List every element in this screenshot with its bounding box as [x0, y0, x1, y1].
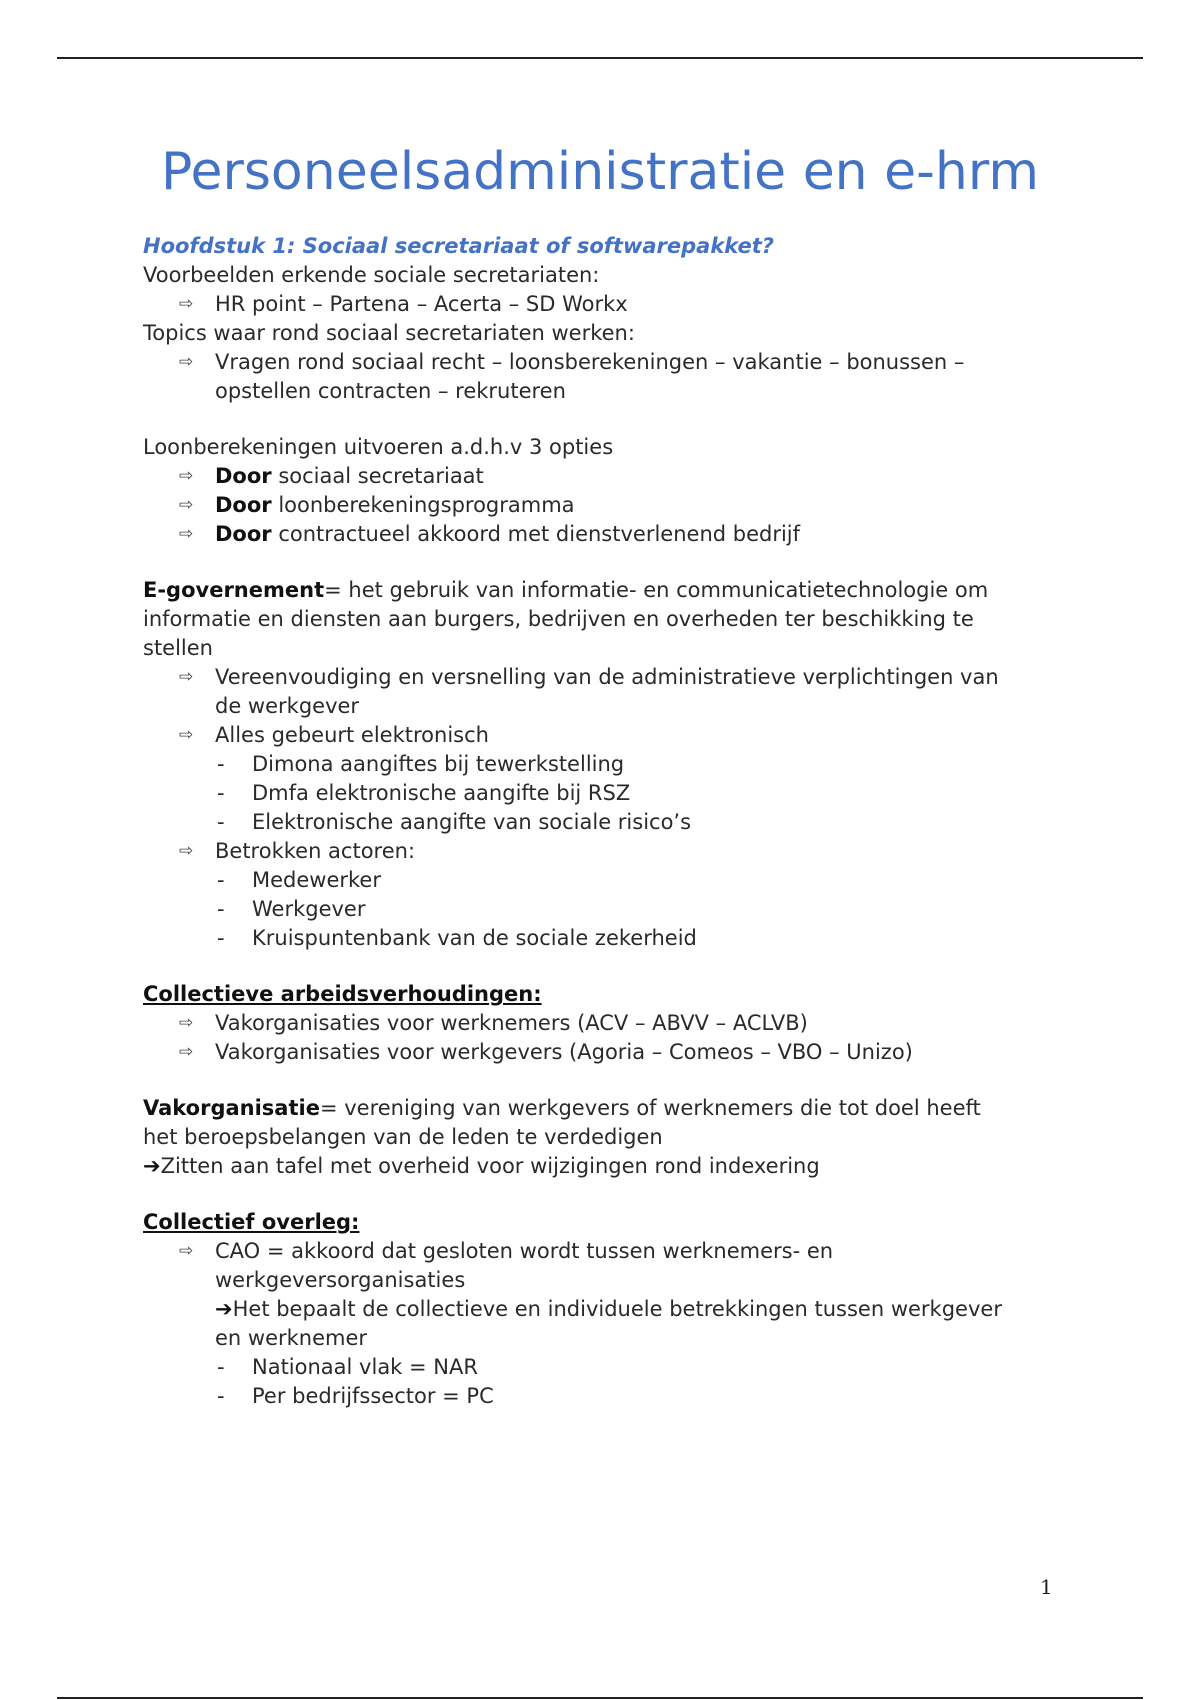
- sub-list-item: - Medewerker: [143, 866, 1063, 895]
- vakorg-definition-2: het beroepsbelangen van de leden te verdedigen: [143, 1125, 663, 1149]
- egov-term: E-governement: [143, 578, 325, 602]
- vakorg-arrow-text: Zitten aan tafel met overheid voor wijzigingen rond indexering: [160, 1154, 820, 1178]
- topics-line-1: Vragen rond sociaal recht – loonsberekeningen – vakantie – bonussen –: [215, 350, 965, 374]
- document-body: [143, 232, 1063, 1411]
- footer-rule: [57, 1697, 1143, 1699]
- dash-bullet: -: [217, 1355, 225, 1379]
- list-item: [143, 491, 1063, 520]
- overleg-heading: Collectief overleg:: [143, 1210, 360, 1234]
- arrow-bullet-icon: ⇨: [179, 1013, 194, 1033]
- list-item: [143, 721, 1063, 750]
- arrow-bullet-icon: ⇨: [179, 1042, 194, 1062]
- sub-list-item: - Werkgever: [143, 895, 1063, 924]
- egov-item-1-line-1: Vereenvoudiging en versnelling van de administratieve verplichtingen van: [215, 665, 999, 689]
- arrow-bullet-icon: ⇨: [179, 294, 194, 314]
- option-text: sociaal secretariaat: [271, 464, 484, 488]
- chapter-heading: Hoofdstuk 1: Sociaal secretariaat of softwarepakket?: [143, 234, 774, 258]
- sub-list-item: - Dimona aangiftes bij tewerkstelling: [143, 750, 1063, 779]
- dash-bullet: -: [217, 897, 225, 921]
- list-item: [143, 663, 1063, 721]
- list-item: [143, 290, 1063, 319]
- right-arrow-icon: ➔: [215, 1297, 233, 1321]
- cao-arrow-line-1: Het bepaalt de collectieve en individuele betrekkingen tussen werkgever: [232, 1297, 1002, 1321]
- egov-definition: = het gebruik van informatie- en communicatietechnologie om: [324, 578, 989, 602]
- list-item: [143, 462, 1063, 491]
- option-text: contractueel akkoord met dienstverlenend bedrijf: [271, 522, 801, 546]
- cao-arrow-line-2: en werknemer: [215, 1326, 368, 1350]
- list-item: [143, 837, 1063, 866]
- egov-item-2: Alles gebeurt elektronisch: [215, 723, 489, 747]
- option-label: Door: [215, 493, 272, 517]
- list-item: [143, 348, 1063, 406]
- dash-bullet: -: [217, 752, 225, 776]
- arrow-bullet-icon: ⇨: [179, 725, 194, 745]
- arrow-bullet-icon: ⇨: [179, 667, 194, 687]
- secretariaten-intro: Voorbeelden erkende sociale secretariaten:: [143, 263, 600, 287]
- arrow-bullet-icon: ⇨: [179, 495, 194, 515]
- sub-list-item: - Kruispuntenbank van de sociale zekerheid: [143, 924, 1063, 953]
- arrow-bullet-icon: ⇨: [179, 466, 194, 486]
- egov-definition-3: stellen: [143, 636, 213, 660]
- arrow-bullet-icon: ⇨: [179, 352, 194, 372]
- header-rule: [57, 57, 1143, 59]
- sub-list-item: - Dmfa elektronische aangifte bij RSZ: [143, 779, 1063, 808]
- sub-list-item: - Elektronische aangifte van sociale risico’s: [143, 808, 1063, 837]
- page-number: 1: [1040, 1575, 1053, 1599]
- option-label: Door: [215, 522, 272, 546]
- egov-definition-2: informatie en diensten aan burgers, bedrijven en overheden ter beschikking te: [143, 607, 974, 631]
- egov-item-1-line-2: de werkgever: [215, 694, 360, 718]
- arrow-bullet-icon: ⇨: [179, 841, 194, 861]
- collectief-heading: Collectieve arbeidsverhoudingen:: [143, 982, 542, 1006]
- arrow-bullet-icon: ⇨: [179, 524, 194, 544]
- page-title: Personeelsadministratie en e-hrm: [160, 142, 1040, 202]
- list-item: ⇨ Vakorganisaties voor werkgevers (Agoria – Comeos – VBO – Unizo): [143, 1038, 1063, 1067]
- option-text: loonberekeningsprogramma: [271, 493, 575, 517]
- cao-line-2: werkgeversorganisaties: [215, 1268, 466, 1292]
- loon-intro: Loonberekeningen uitvoeren a.d.h.v 3 opties: [143, 435, 614, 459]
- list-item: ⇨ Vakorganisaties voor werknemers (ACV – ABVV – ACLVB): [143, 1009, 1063, 1038]
- egov-item-3: Betrokken actoren:: [215, 839, 416, 863]
- dash-bullet: -: [217, 781, 225, 805]
- dash-bullet: -: [217, 868, 225, 892]
- vakorg-term: Vakorganisatie: [143, 1096, 320, 1120]
- right-arrow-icon: ➔: [143, 1154, 161, 1178]
- dash-bullet: -: [217, 926, 225, 950]
- dash-bullet: -: [217, 1384, 225, 1408]
- list-item: [143, 520, 1063, 549]
- cao-line-1: CAO = akkoord dat gesloten wordt tussen werknemers- en: [215, 1239, 834, 1263]
- vakorg-definition: = vereniging van werkgevers of werknemers die tot doel heeft: [319, 1096, 981, 1120]
- dash-bullet: -: [217, 810, 225, 834]
- sub-list-item: - Nationaal vlak = NAR: [143, 1353, 1063, 1382]
- list-item: [143, 1237, 1063, 1353]
- topics-intro: Topics waar rond sociaal secretariaten werken:: [143, 321, 635, 345]
- option-label: Door: [215, 464, 272, 488]
- secretariaten-list: HR point – Partena – Acerta – SD Workx: [215, 292, 628, 316]
- sub-list-item: - Per bedrijfssector = PC: [143, 1382, 1063, 1411]
- topics-line-2: opstellen contracten – rekruteren: [215, 379, 566, 403]
- arrow-bullet-icon: ⇨: [179, 1241, 194, 1261]
